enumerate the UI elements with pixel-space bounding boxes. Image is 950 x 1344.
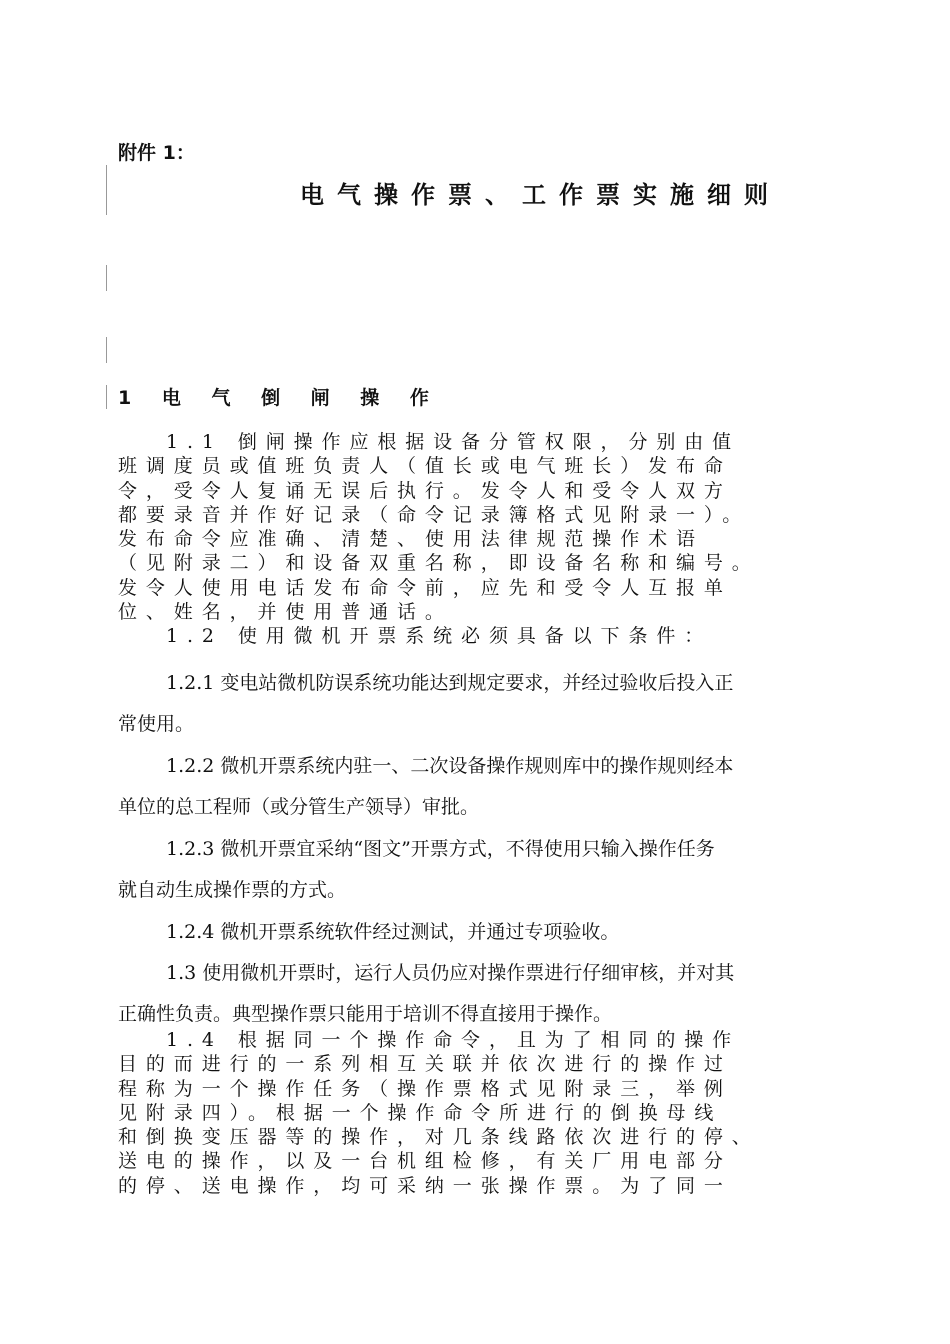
text-line: 正确性负责。典型操作票只能用于培训不得直接用于操作。 (118, 1003, 613, 1025)
text-line: 发布命令应准确、清楚、使用法律规范操作术语 (118, 528, 704, 551)
text-line: 目的而进行的一系列相互关联并依次进行的操作过 (118, 1053, 732, 1076)
attachment-label: 附件 1： (118, 142, 195, 164)
paragraph-1-4 (118, 1028, 760, 1198)
text-line: 送电的操作，以及一台机组检修，有关厂用电部分 (118, 1150, 732, 1173)
text-line: 1.2 使用微机开票系统必须具备以下条件： (166, 625, 713, 648)
text-line: 1.4 根据同一个操作命令，且为了相同的操作 (166, 1029, 741, 1051)
paragraph-1-2-3: 1.2.3 微机开票宜采纳“图文”开票方式，不得使用只输入操作任务 (166, 838, 715, 860)
text-line: 班调度员或值班负责人（值长或电气班长）发布命 (118, 455, 732, 478)
paragraph-1-2-4: 1.2.4 微机开票系统软件经过测试，并通过专项验收。 (166, 921, 620, 943)
section-heading: 1 电 气 倒 闸 操 作 (118, 387, 441, 409)
paragraph-1-2-1: 1.2.1 变电站微机防误系统功能达到规定要求，并经过验收后投入正 (166, 672, 734, 694)
text-line: 就自动生成操作票的方式。 (118, 879, 347, 901)
text-line: 令，受令人复诵无误后执行。发令人和受令人双方 (118, 479, 732, 502)
text-line: 单位的总工程师（或分管生产领导）审批。 (118, 796, 480, 818)
margin-mark (106, 337, 107, 363)
text-line: 1.1 倒闸操作应根据设备分管权限，分别由值 (166, 431, 741, 453)
text-line: 的停、送电操作，均可采纳一张操作票。为了同一 (118, 1174, 732, 1197)
text-line: （见附录二）和设备双重名称，即设备名称和编号。 (118, 552, 760, 575)
paragraph-1-3: 1.3 使用微机开票时，运行人员仍应对操作票进行仔细审核，并对其 (166, 962, 735, 984)
text-line: 程称为一个操作任务（操作票格式见附录三，举例 (118, 1077, 732, 1100)
margin-mark (106, 385, 107, 409)
text-line: 常使用。 (118, 713, 195, 735)
text-line: 都要录音并作好记录（命令记录簿格式见附录一）。 (118, 503, 751, 526)
text-line: 见附录四）。根据一个操作命令所进行的倒换母线 (118, 1101, 723, 1124)
margin-mark (106, 265, 107, 291)
paragraph-1-1 (118, 430, 760, 649)
text-line: 发令人使用电话发布命令前，应先和受令人互报单 (118, 576, 732, 599)
margin-mark (106, 165, 107, 215)
text-line: 位、姓名，并使用普通话。 (118, 601, 453, 624)
text-line: 和倒换变压器等的操作，对几条线路依次进行的停、 (118, 1126, 760, 1149)
document-title: 电气操作票、工作票实施细则 (300, 181, 781, 209)
paragraph-1-2-2: 1.2.2 微机开票系统内驻一、二次设备操作规则库中的操作规则经本 (166, 755, 734, 777)
